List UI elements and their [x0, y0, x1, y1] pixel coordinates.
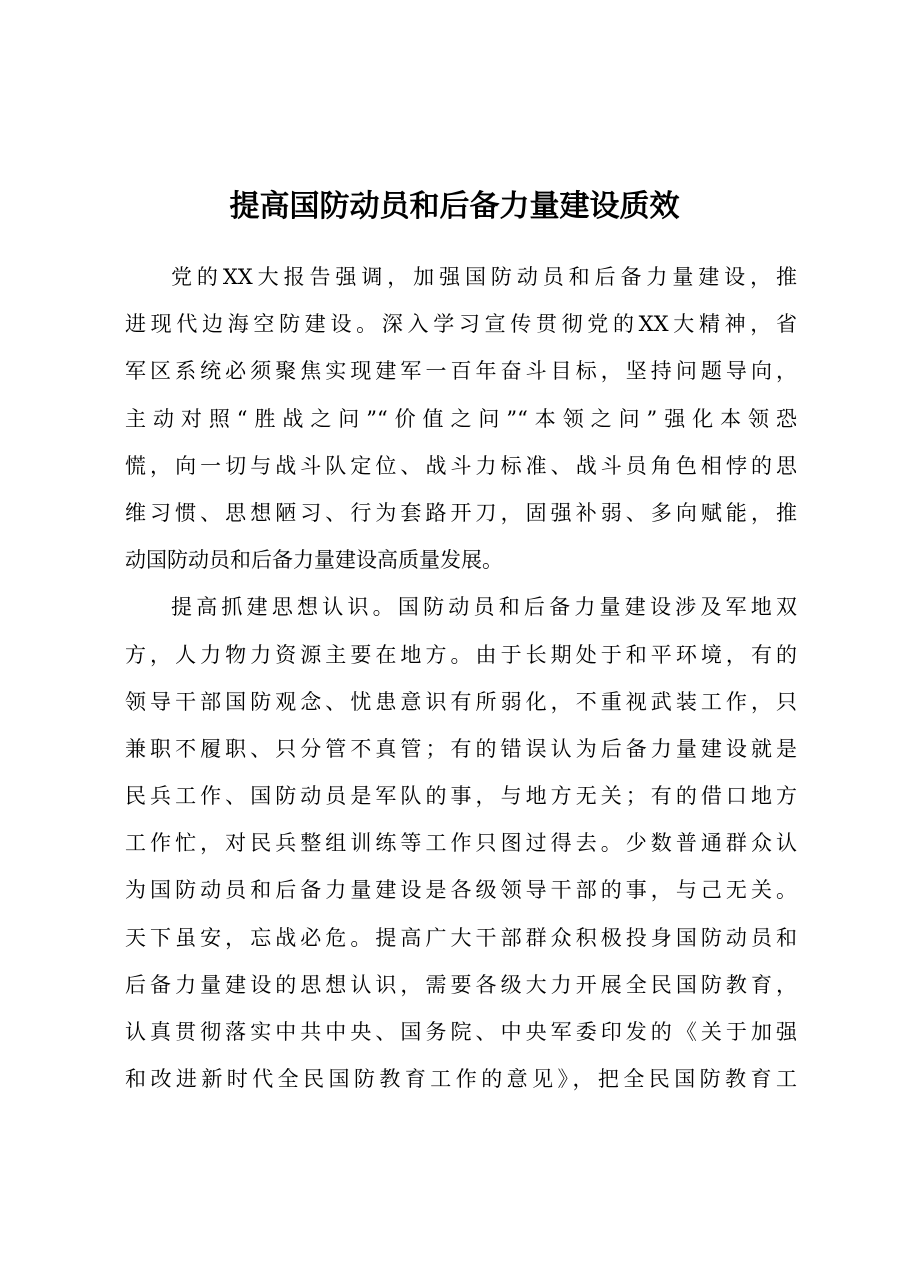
paragraph-line: 民兵工作、国防动员是军队的事，与地方无关；有的借口地方	[125, 784, 797, 809]
paragraph-line: 和改进新时代全民国防教育工作的意见》，把全民国防教育工	[125, 1067, 797, 1092]
paragraph-line: 军区系统必须聚焦实现建军一百年奋斗目标，坚持问题导向，	[125, 359, 797, 384]
paragraph-line: 后备力量建设的思想认识，需要各级大力开展全民国防教育，	[125, 972, 797, 997]
paragraph-line: 方，人力物力资源主要在地方。由于长期处于和平环境，有的	[125, 642, 797, 667]
paragraph-line: 主动对照“胜战之问”“价值之问”“本领之问”强化本领恐	[125, 406, 797, 431]
paragraph-line: 为国防动员和后备力量建设是各级领导干部的事，与己无关。	[125, 878, 797, 903]
paragraph-2	[125, 584, 797, 1103]
paragraph-line: 党的XX大报告强调，加强国防动员和后备力量建设，推	[171, 265, 797, 289]
paragraph-line: 维习惯、思想陋习、行为套路开刀，固强补弱、多向赋能，推	[125, 500, 797, 525]
document-body	[125, 254, 797, 1103]
paragraph-line: 兼职不履职、只分管不真管；有的错误认为后备力量建设就是	[125, 736, 797, 761]
paragraph-line: 进现代边海空防建设。深入学习宣传贯彻党的XX大精神，省	[125, 312, 797, 337]
paragraph-line: 认真贯彻落实中共中央、国务院、中央军委印发的《关于加强	[125, 1020, 797, 1044]
paragraph-line: 领导干部国防观念、忧患意识有所弱化，不重视武装工作，只	[125, 689, 797, 714]
document-title: 提高国防动员和后备力量建设质效	[229, 189, 680, 224]
paragraph-line: 天下虽安，忘战必危。提高广大干部群众积极投身国防动员和	[125, 925, 797, 950]
paragraph-line: 慌，向一切与战斗队定位、战斗力标准、战斗员角色相悖的思	[125, 453, 797, 478]
paragraph-1	[125, 254, 797, 584]
paragraph-line: 动国防动员和后备力量建设高质量发展。	[125, 548, 503, 573]
paragraph-line: 工作忙，对民兵整组训练等工作只图过得去。少数普通群众认	[125, 831, 797, 856]
paragraph-line: 提高抓建思想认识。国防动员和后备力量建设涉及军地双	[171, 595, 797, 620]
